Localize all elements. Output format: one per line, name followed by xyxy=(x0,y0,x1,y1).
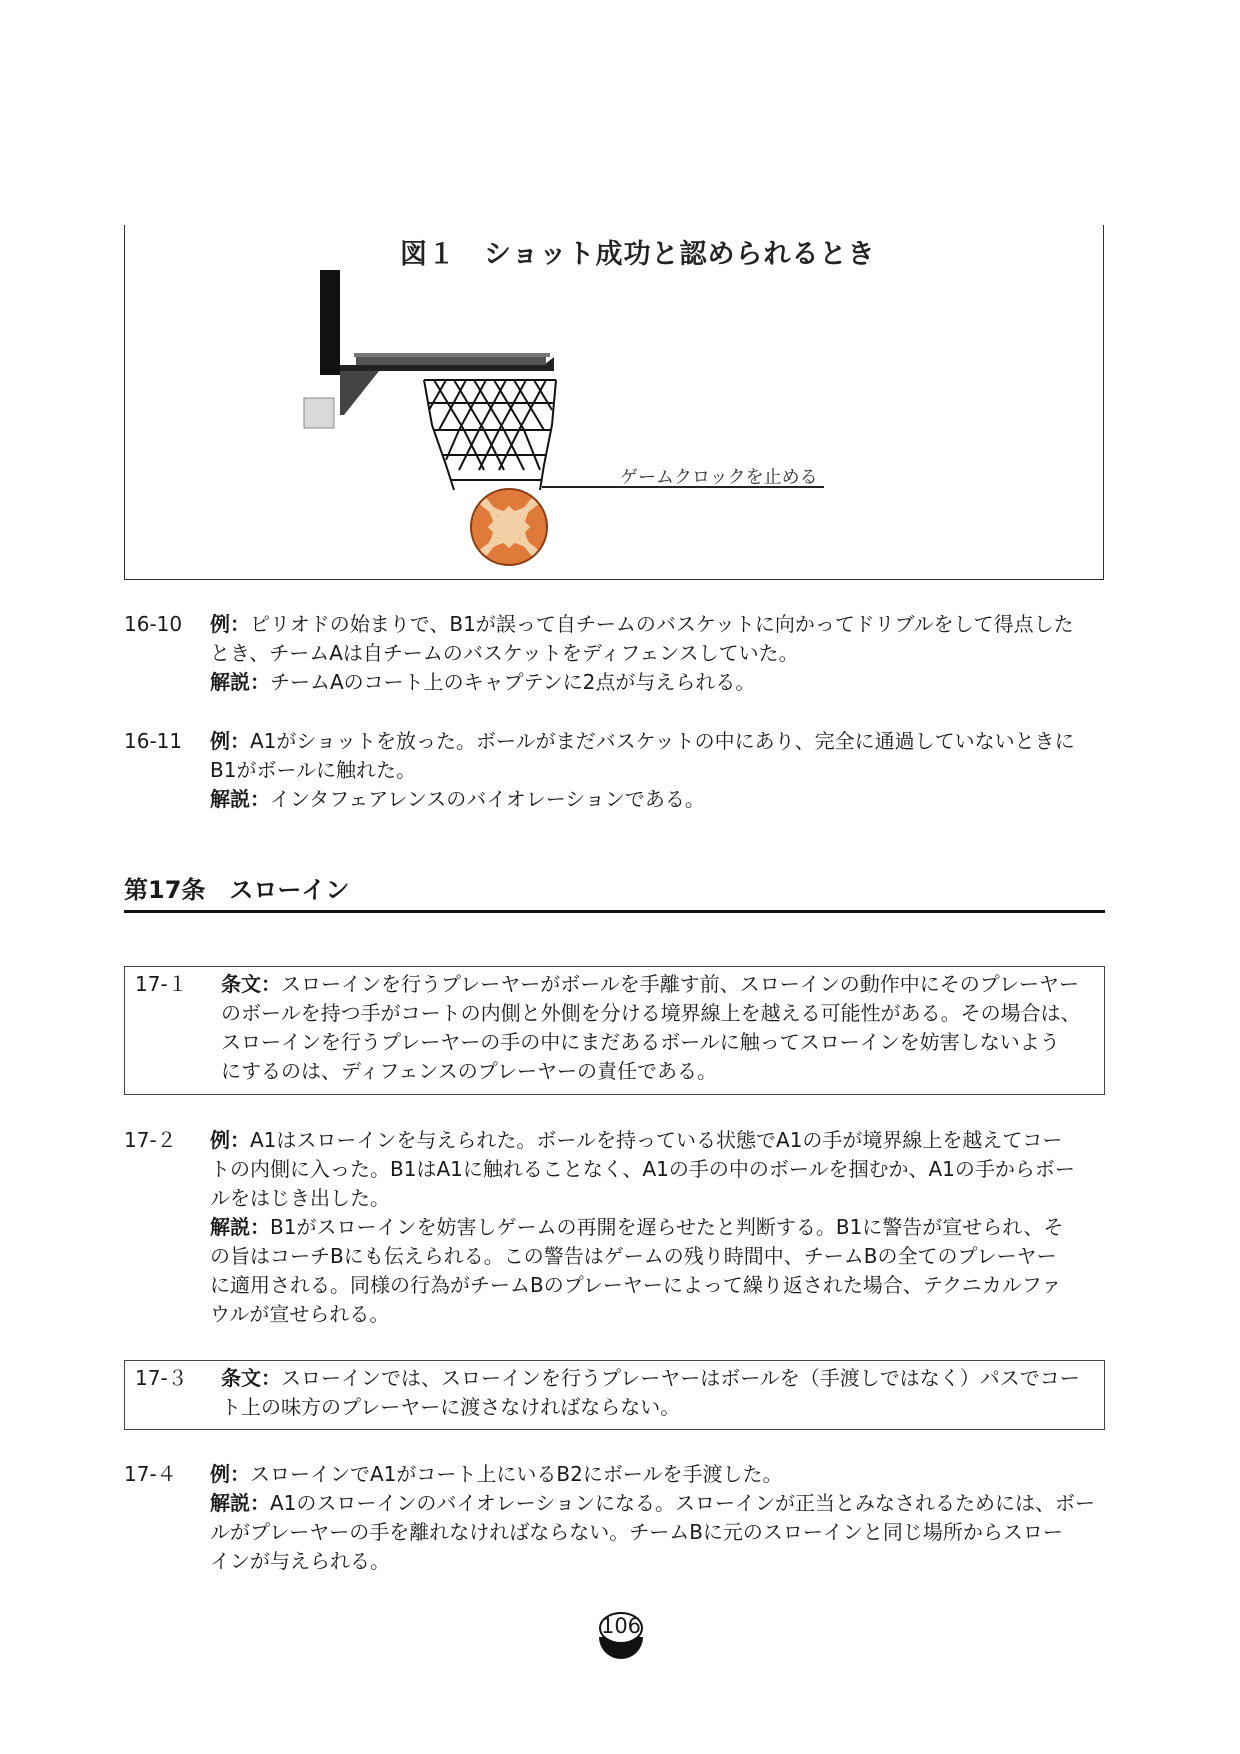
basketball xyxy=(471,489,547,565)
net xyxy=(424,380,556,490)
text-line: にするのは、ディフェンスのプレーヤーの責任である。 xyxy=(221,1059,717,1083)
text-line: 例：ピリオドの始まりで、B1が誤って自チームのバスケットに向かってドリブルをして得点した xyxy=(210,612,1074,636)
text-line: とき、チームAは自チームのバスケットをディフェンスしていた。 xyxy=(210,641,799,665)
entry-number: 17-１ xyxy=(135,972,188,996)
article-box-17-3 xyxy=(124,1360,1105,1430)
article-box-17-1 xyxy=(124,966,1105,1095)
text-line: ウルが宣せられる。 xyxy=(210,1302,390,1326)
text-line: 例：A1がショットを放った。ボールがまだバスケットの中にあり、完全に通過していないときに xyxy=(210,729,1075,753)
entry-number: 17-４ xyxy=(124,1462,177,1486)
entry-17-4 xyxy=(124,1460,1109,1576)
section-heading xyxy=(124,868,1105,913)
text-line: 解説：A1のスローインのバイオレーションになる。スローインが正当とみなされるためには、ボー xyxy=(210,1491,1096,1515)
text-line: 解説：B1がスローインを妨害しゲームの再開を遅らせたと判断する。B1に警告が宣せられ、そ xyxy=(210,1215,1064,1239)
entry-number: 16-11 xyxy=(124,729,183,753)
text-line: に適用される。同様の行為がチームBのプレーヤーによって繰り返された場合、テクニカルファ xyxy=(210,1273,1062,1297)
figure-title: 図１ ショット成功と認められるとき xyxy=(400,239,876,270)
entry-16-10 xyxy=(124,610,1109,697)
section-title: 第17条 スローイン xyxy=(124,876,350,904)
text-line: 例：スローインでA1がコート上にいるB2にボールを手渡した。 xyxy=(210,1462,783,1486)
basket-illustration xyxy=(124,225,1104,580)
text-line: の旨はコーチBにも伝えられる。この警告はゲームの残り時間中、チームBの全てのプレーヤー xyxy=(210,1244,1057,1268)
text-line: 条文：スローインを行うプレーヤーがボールを手離す前、スローインの動作中にそのプレーヤー xyxy=(221,972,1079,996)
text-line: ルがプレーヤーの手を離れなければならない。チームBに元のスローインと同じ場所からスロー xyxy=(210,1520,1063,1544)
text-line: インが与えられる。 xyxy=(210,1549,390,1573)
entry-number: 17-２ xyxy=(124,1128,177,1152)
backboard xyxy=(320,270,340,375)
text-line: のボールを持つ手がコートの内側と外側を分ける境界線上を越える可能性がある。その場合は、 xyxy=(221,1001,1081,1025)
text-line: スローインを行うプレーヤーの手の中にまだあるボールに触ってスローインを妨害しないよう xyxy=(221,1030,1060,1054)
entry-16-11 xyxy=(124,727,1109,814)
page-number: 106 xyxy=(600,1614,642,1638)
text-line: B1がボールに触れた。 xyxy=(210,758,417,782)
text-line: ト上の味方のプレーヤーに渡さなければならない。 xyxy=(221,1395,681,1419)
text-line: ルをはじき出した。 xyxy=(210,1186,390,1210)
text-line: トの内側に入った。B1はA1に触れることなく、A1の手の中のボールを掴むか、A1の手からボー xyxy=(210,1157,1075,1181)
entry-17-2 xyxy=(124,1126,1109,1329)
entry-number: 17-３ xyxy=(135,1366,188,1390)
text-line: 条文：スローインでは、スローインを行うプレーヤーはボールを（手渡しではなく）パスでコー xyxy=(221,1366,1080,1390)
entry-number: 16-10 xyxy=(124,612,183,636)
text-line: 解説：インタフェアレンスのバイオレーションである。 xyxy=(210,787,705,811)
page-number-badge xyxy=(595,1611,647,1663)
figure-label: ゲームクロックを止める xyxy=(620,467,818,488)
text-line: 例：A1はスローインを与えられた。ボールを持っている状態でA1の手が境界線上を越えてコー xyxy=(210,1128,1063,1152)
text-line: 解説：チームAのコート上のキャプテンに2点が与えられる。 xyxy=(210,670,756,694)
